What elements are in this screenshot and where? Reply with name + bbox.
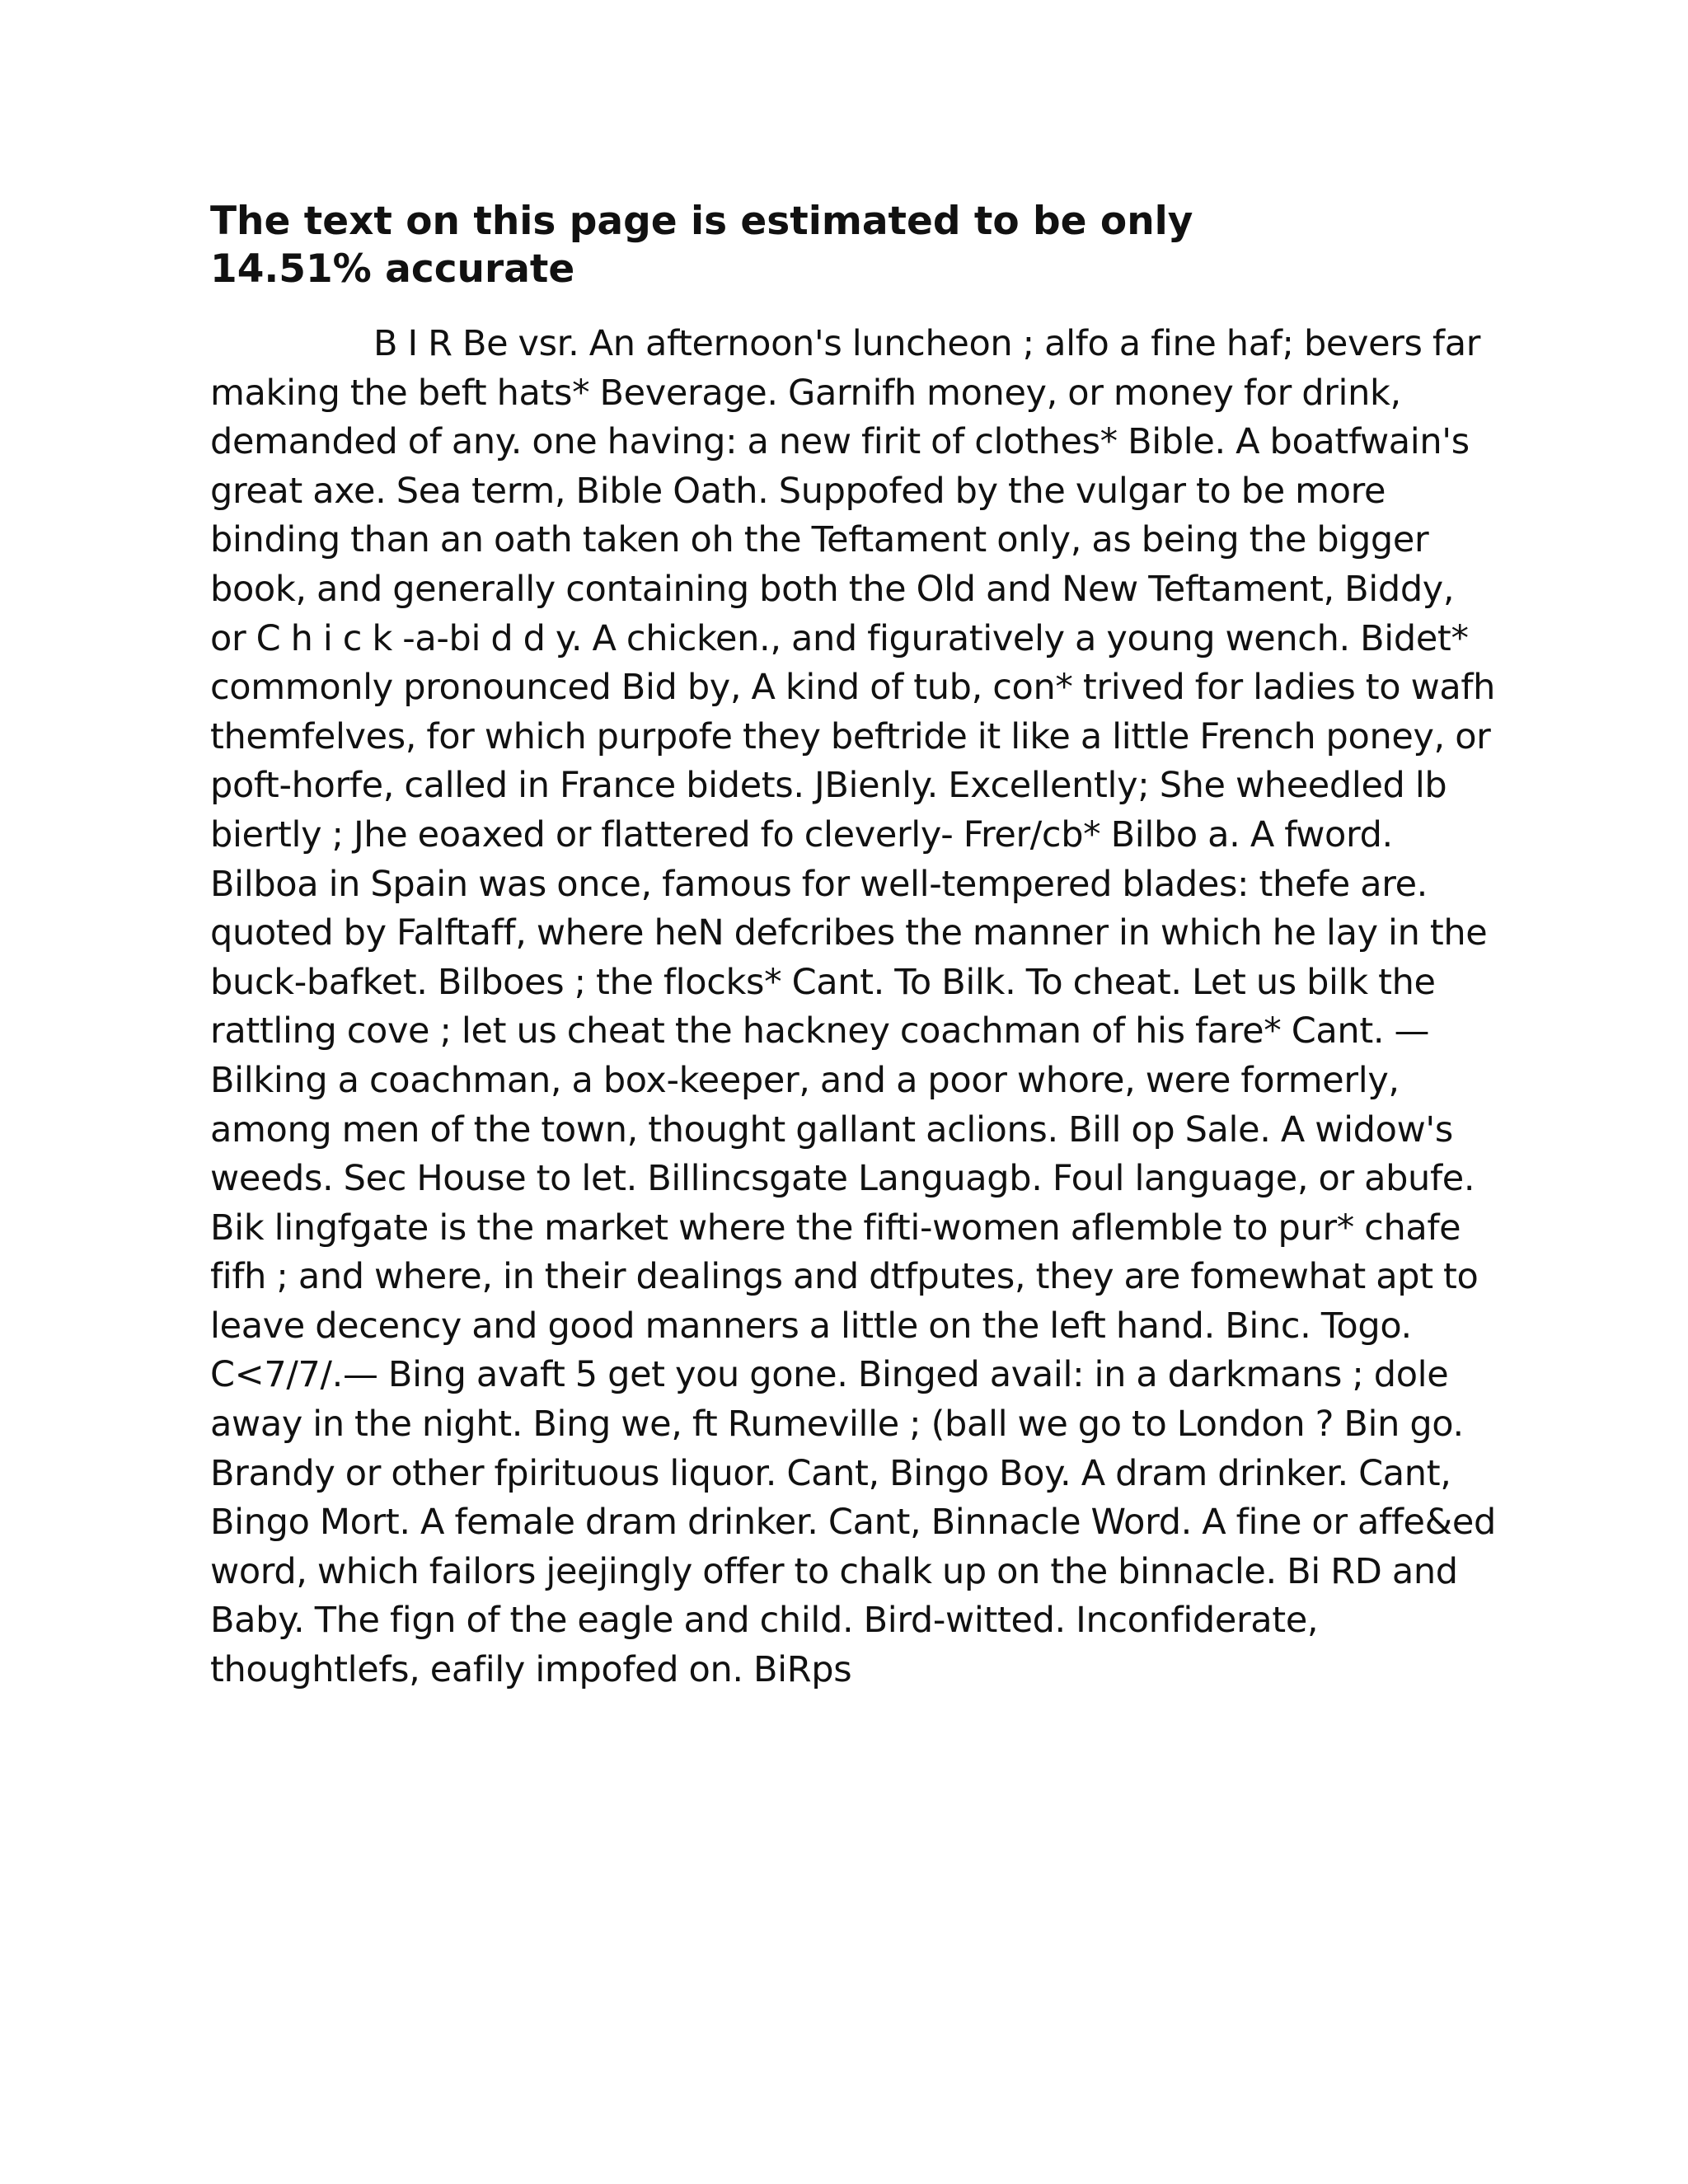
ocr-accuracy-heading: The text on this page is estimated to be only 14.51% accurate: [210, 199, 1193, 292]
ocr-body-text: B I R Be vsr. An afternoon's luncheon ; alfo a fine haf; bevers far making the beft hats* Beverage. Garnifh money, or money for drink, demanded of any. one having: a new firit of clothes* Bible. A boatfwain's great axe. Sea term, Bible Oath. Suppofed by the vulgar to be more binding than an oath taken oh the Teftament only, as being the bigger book, and generally containing both the Old and New Teftament, Biddy, or C h i c k -a-bi d d y. A chicken., and figuratively a young wench. Bidet* commonly pronounced Bid by, A kind of tub, con* trived for ladies to wafh themfelves, for which purpofe they beftride it like a little French poney, or poft-horfe, called in France bidets. JBienly. Excellently; She wheedled lb biertly ; Jhe eoaxed or flattered fo cleverly- Frer/cb* Bilbo a. A fword. Bilboa in Spain was once, famous for well-tempered blades: thefe are. quoted by Falftaff, where heN defcribes the manner in which he lay in the buck-bafket. Bilboes ; the flocks* Cant. To Bilk. To cheat. Let us bilk the rattling cove ; let us cheat the hackney coachman of his fare* Cant. — Bilking a coachman, a box-keeper, and a poor whore, were formerly, among men of the town, thought gallant aclions. Bill op Sale. A widow's weeds. Sec House to let. Billincsgate Languagb. Foul language, or abufe. Bik lingfgate is the market where the fifti-women aflemble to pur* chafe fifh ; and where, in their dealings and dtfputes, they are fomewhat apt to leave decency and good manners a little on the left hand. Binc. Togo. C<7/7/.— Bing avaft 5 get you gone. Binged avail: in a darkmans ; dole away in the night. Bing we, ft Rumeville ; (ball we go to London ? Bin go. Brandy or other fpirituous liquor. Cant, Bingo Boy. A dram drinker. Cant, Bingo Mort. A female dram drinker. Cant, Binnacle Word. A fine or affe&ed word, which failors jeejingly offer to chalk up on the binnacle. Bi RD and Baby. The fign of the eagle and child. Bird-witted. Inconfiderate, thoughtlefs, eafily impofed on. BiRps: [210, 323, 1496, 1691]
document-page: [210, 198, 1496, 1695]
